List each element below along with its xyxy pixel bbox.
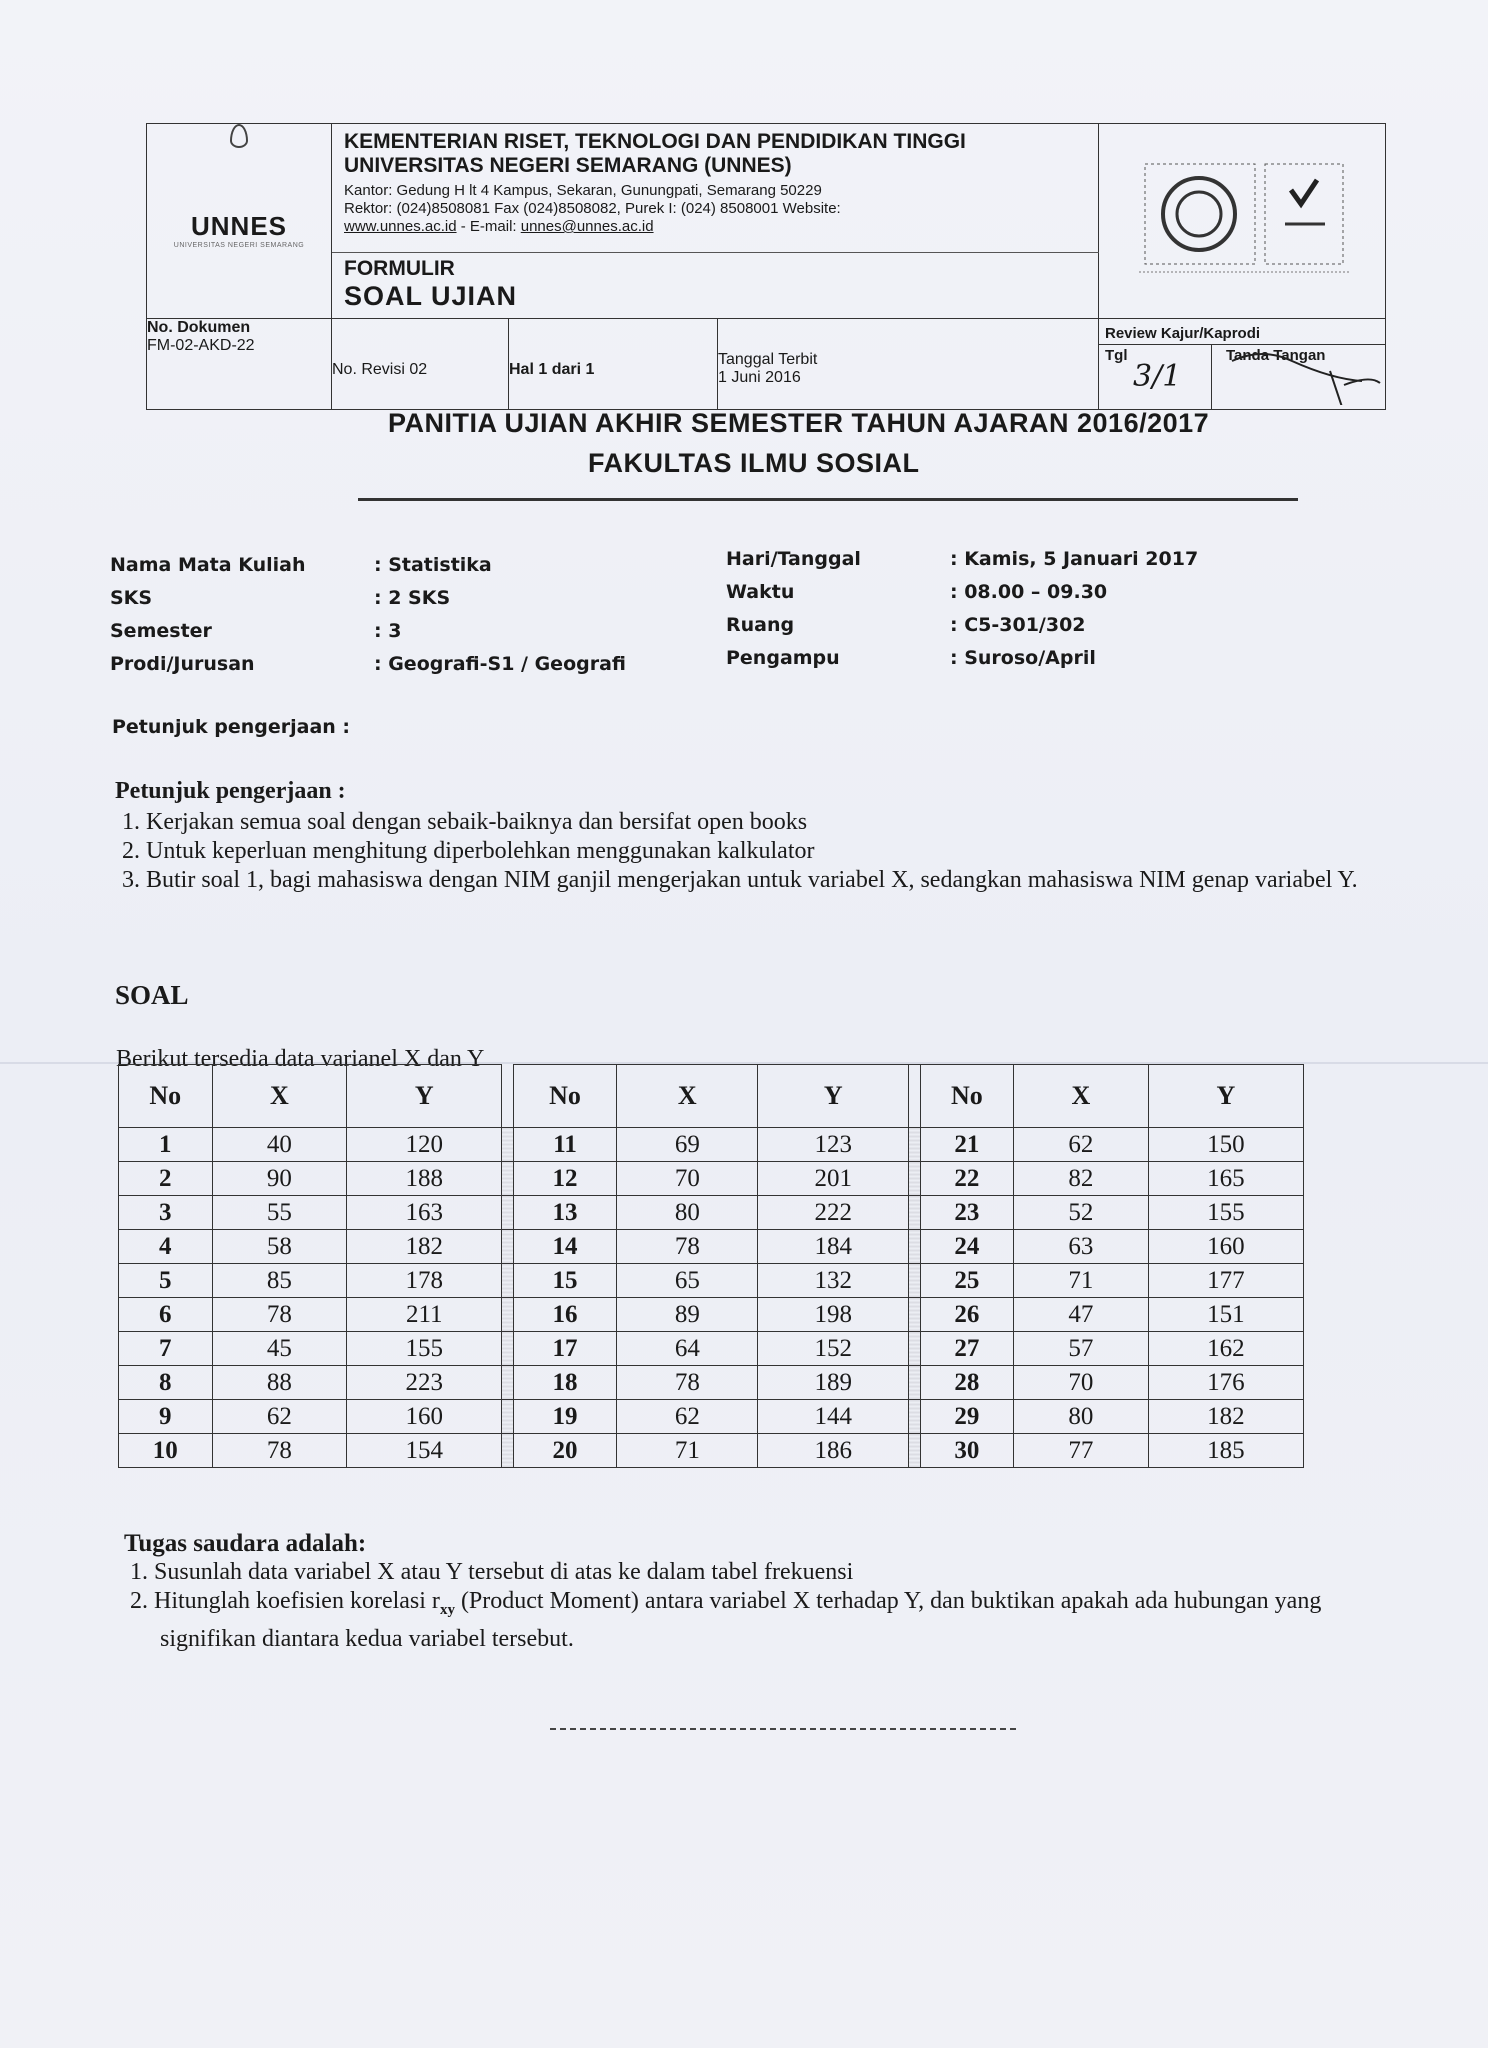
tgl-label: Tgl <box>1105 347 1128 364</box>
cell-y: 151 <box>1148 1298 1303 1332</box>
cell-no: 28 <box>920 1366 1014 1400</box>
cell-no: 10 <box>119 1434 213 1468</box>
cell-x: 47 <box>1014 1298 1149 1332</box>
cell-y: 155 <box>347 1332 502 1366</box>
tgl-value: 3/1 <box>1133 359 1182 394</box>
course-info-left <box>110 549 626 681</box>
cell-no: 26 <box>920 1298 1014 1332</box>
cell-x: 40 <box>212 1128 347 1162</box>
website-link[interactable]: www.unnes.ac.id <box>344 218 457 235</box>
cell-x: 78 <box>617 1366 758 1400</box>
cell-no: 11 <box>513 1128 617 1162</box>
soal-heading: SOAL <box>115 980 189 1010</box>
lecturer-label: Pengampu <box>726 647 840 669</box>
table-row <box>119 1264 1304 1298</box>
cell-no: 24 <box>920 1230 1014 1264</box>
col-header-y: Y <box>347 1065 502 1128</box>
cell-x: 69 <box>617 1128 758 1162</box>
cell-y: 222 <box>758 1196 909 1230</box>
cell-x: 62 <box>212 1400 347 1434</box>
page-number: Hal 1 dari 1 <box>509 361 595 378</box>
cell-y: 155 <box>1148 1196 1303 1230</box>
cell-no: 16 <box>513 1298 617 1332</box>
tasks-list <box>122 1558 1422 1654</box>
cell-x: 45 <box>212 1332 347 1366</box>
sks-value: : 2 SKS <box>374 587 451 609</box>
doc-number: FM-02-AKD-22 <box>147 337 255 354</box>
cell-x: 71 <box>617 1434 758 1468</box>
cell-x: 70 <box>617 1162 758 1196</box>
cell-y: 132 <box>758 1264 909 1298</box>
cell-no: 3 <box>119 1196 213 1230</box>
cell-y: 163 <box>347 1196 502 1230</box>
cell-x: 78 <box>212 1298 347 1332</box>
certification-cell <box>1099 124 1386 319</box>
signature-label: Tanda Tangan <box>1226 347 1326 364</box>
cell-x: 77 <box>1014 1434 1149 1468</box>
cell-x: 63 <box>1014 1230 1149 1264</box>
instruction-item: 3. Butir soal 1, bagi mahasiswa dengan NIM ganjil mengerjakan untuk variabel X, sedangkan mahasiswa NIM genap variabel Y. <box>122 867 1358 893</box>
form-title: SOAL UJIAN <box>344 281 518 311</box>
prodi-label: Prodi/Jurusan <box>110 653 255 675</box>
col-header-no: No <box>513 1065 617 1128</box>
title-divider <box>358 498 1298 501</box>
unnes-logo-icon <box>230 124 248 148</box>
cell-y: 223 <box>347 1366 502 1400</box>
tasks-heading: Tugas saudara adalah: <box>124 1530 367 1557</box>
task-text: (Product Moment) antara variabel X terhadap Y, dan buktikan apakah ada hubungan yang signifikan diantara kedua variabel tersebut. <box>160 1588 1322 1652</box>
logo-subtext: UNIVERSITAS NEGERI SEMARANG <box>173 242 305 249</box>
cell-x: 58 <box>212 1230 347 1264</box>
cell-x: 71 <box>1014 1264 1149 1298</box>
task-text: 2. Hitunglah koefisien korelasi r <box>130 1588 440 1614</box>
issue-label: Tanggal Terbit <box>718 351 818 368</box>
semester-label: Semester <box>110 620 212 642</box>
cell-x: 62 <box>1014 1128 1149 1162</box>
signature-scribble-icon <box>1212 345 1382 405</box>
cell-y: 211 <box>347 1298 502 1332</box>
logo-cell <box>147 124 332 319</box>
table-row <box>119 1366 1304 1400</box>
cell-y: 165 <box>1148 1162 1303 1196</box>
cell-y: 123 <box>758 1128 909 1162</box>
review-cell <box>1099 319 1386 410</box>
cell-no: 1 <box>119 1128 213 1162</box>
revision-number: No. Revisi 02 <box>332 361 428 378</box>
task-item <box>122 1587 1422 1654</box>
cell-no: 9 <box>119 1400 213 1434</box>
table-row <box>119 1196 1304 1230</box>
cell-y: 150 <box>1148 1128 1303 1162</box>
instruction-item: 2. Untuk keperluan menghitung diperbolehkan menggunakan kalkulator <box>122 838 815 864</box>
cell-x: 78 <box>617 1230 758 1264</box>
logo-text: UNNES <box>190 211 287 241</box>
cell-no: 14 <box>513 1230 617 1264</box>
cell-no: 7 <box>119 1332 213 1366</box>
cell-no: 21 <box>920 1128 1014 1162</box>
cell-y: 198 <box>758 1298 909 1332</box>
cell-x: 55 <box>212 1196 347 1230</box>
table-row <box>119 1230 1304 1264</box>
cell-y: 201 <box>758 1162 909 1196</box>
cell-x: 82 <box>1014 1162 1149 1196</box>
data-table-body <box>119 1128 1304 1468</box>
time-label: Waktu <box>726 581 795 603</box>
cell-no: 25 <box>920 1264 1014 1298</box>
office-address: Kantor: Gedung H lt 4 Kampus, Sekaran, Gunungpati, Semarang 50229 <box>344 182 822 199</box>
col-header-no: No <box>119 1065 213 1128</box>
ministry-name: KEMENTERIAN RISET, TEKNOLOGI DAN PENDIDIKAN TINGGI <box>344 130 966 153</box>
semester-value: : 3 <box>374 620 402 642</box>
cell-no: 15 <box>513 1264 617 1298</box>
cell-no: 19 <box>513 1400 617 1434</box>
data-table <box>118 1064 1304 1468</box>
cell-no: 12 <box>513 1162 617 1196</box>
instructions-list <box>112 808 1412 895</box>
date-label: Hari/Tanggal <box>726 548 861 570</box>
cell-no: 22 <box>920 1162 1014 1196</box>
table-row <box>119 1332 1304 1366</box>
sks-label: SKS <box>110 587 153 609</box>
email-link[interactable]: unnes@unnes.ac.id <box>520 218 654 235</box>
cell-no: 18 <box>513 1366 617 1400</box>
cell-y: 186 <box>758 1434 909 1468</box>
cell-y: 160 <box>1148 1230 1303 1264</box>
cell-y: 154 <box>347 1434 502 1468</box>
cell-no: 17 <box>513 1332 617 1366</box>
cell-x: 65 <box>617 1264 758 1298</box>
cell-no: 30 <box>920 1434 1014 1468</box>
cell-y: 185 <box>1148 1434 1303 1468</box>
room-value: : C5-301/302 <box>950 614 1086 636</box>
cell-x: 80 <box>1014 1400 1149 1434</box>
cell-no: 6 <box>119 1298 213 1332</box>
issue-cell <box>718 319 1099 410</box>
cell-x: 64 <box>617 1332 758 1366</box>
col-header-x: X <box>212 1065 347 1128</box>
cell-x: 88 <box>212 1366 347 1400</box>
cell-y: 189 <box>758 1366 909 1400</box>
cell-y: 120 <box>347 1128 502 1162</box>
data-intro: Berikut tersedia data varianel X dan Y <box>116 1046 485 1072</box>
doc-number-label: No. Dokumen <box>147 319 251 336</box>
table-header-row <box>119 1065 1304 1128</box>
cell-no: 27 <box>920 1332 1014 1366</box>
cell-x: 52 <box>1014 1196 1149 1230</box>
cell-no: 13 <box>513 1196 617 1230</box>
university-cell <box>332 124 1099 253</box>
phone-line: Rektor: (024)8508081 Fax (024)8508082, Purek I: (024) 8508001 Website: <box>344 200 841 217</box>
cell-x: 90 <box>212 1162 347 1196</box>
table-row <box>119 1434 1304 1468</box>
review-label: Review Kajur/Kaprodi <box>1099 323 1385 345</box>
cell-y: 152 <box>758 1332 909 1366</box>
cell-y: 144 <box>758 1400 909 1434</box>
room-label: Ruang <box>726 614 795 636</box>
faculty-title: FAKULTAS ILMU SOSIAL <box>588 448 920 478</box>
university-name: UNIVERSITAS NEGERI SEMARANG (UNNES) <box>344 154 792 177</box>
cell-x: 80 <box>617 1196 758 1230</box>
cell-x: 62 <box>617 1400 758 1434</box>
col-header-x: X <box>1014 1065 1149 1128</box>
cell-y: 176 <box>1148 1366 1303 1400</box>
course-info-right <box>726 543 1198 675</box>
cell-y: 182 <box>347 1230 502 1264</box>
form-label: FORMULIR <box>344 257 455 280</box>
cell-no: 23 <box>920 1196 1014 1230</box>
cell-x: 78 <box>212 1434 347 1468</box>
issue-date: 1 Juni 2016 <box>718 369 801 386</box>
cell-y: 160 <box>347 1400 502 1434</box>
cell-x: 89 <box>617 1298 758 1332</box>
cell-no: 29 <box>920 1400 1014 1434</box>
table-row <box>119 1298 1304 1332</box>
certification-logos-icon <box>1099 124 1385 304</box>
exam-committee-title: PANITIA UJIAN AKHIR SEMESTER TAHUN AJARAN 2016/2017 <box>388 408 1210 438</box>
table-row <box>119 1400 1304 1434</box>
cell-no: 4 <box>119 1230 213 1264</box>
form-title-cell <box>332 253 1099 319</box>
task-item: 1. Susunlah data variabel X atau Y tersebut di atas ke dalam tabel frekuensi <box>130 1559 854 1585</box>
doc-number-cell <box>147 319 332 410</box>
cell-y: 162 <box>1148 1332 1303 1366</box>
cell-no: 5 <box>119 1264 213 1298</box>
end-divider <box>550 1728 1016 1730</box>
cell-y: 184 <box>758 1230 909 1264</box>
prodi-value: : Geografi-S1 / Geografi <box>374 653 626 675</box>
cell-no: 20 <box>513 1434 617 1468</box>
cell-y: 182 <box>1148 1400 1303 1434</box>
revision-cell <box>332 319 509 410</box>
cell-no: 2 <box>119 1162 213 1196</box>
time-value: : 08.00 – 09.30 <box>950 581 1108 603</box>
lecturer-value: : Suroso/April <box>950 647 1096 669</box>
task-subscript: xy <box>439 1601 455 1618</box>
table-row <box>119 1128 1304 1162</box>
col-header-no: No <box>920 1065 1014 1128</box>
cell-y: 178 <box>347 1264 502 1298</box>
cell-x: 70 <box>1014 1366 1149 1400</box>
instructions-heading: Petunjuk pengerjaan : <box>115 778 346 804</box>
cell-x: 57 <box>1014 1332 1149 1366</box>
cell-y: 188 <box>347 1162 502 1196</box>
cell-x: 85 <box>212 1264 347 1298</box>
course-name-value: : Statistika <box>374 554 492 576</box>
cell-no: 8 <box>119 1366 213 1400</box>
course-name-label: Nama Mata Kuliah <box>110 554 306 576</box>
table-row <box>119 1162 1304 1196</box>
col-header-y: Y <box>758 1065 909 1128</box>
page-cell <box>509 319 718 410</box>
col-header-y: Y <box>1148 1065 1303 1128</box>
form-header <box>146 123 1386 410</box>
instructions-heading-sans: Petunjuk pengerjaan : <box>112 716 351 738</box>
instruction-item: 1. Kerjakan semua soal dengan sebaik-baiknya dan bersifat open books <box>122 809 808 835</box>
col-header-x: X <box>617 1065 758 1128</box>
date-value: : Kamis, 5 Januari 2017 <box>950 548 1199 570</box>
cell-y: 177 <box>1148 1264 1303 1298</box>
email-prefix: - E-mail: <box>456 218 521 235</box>
